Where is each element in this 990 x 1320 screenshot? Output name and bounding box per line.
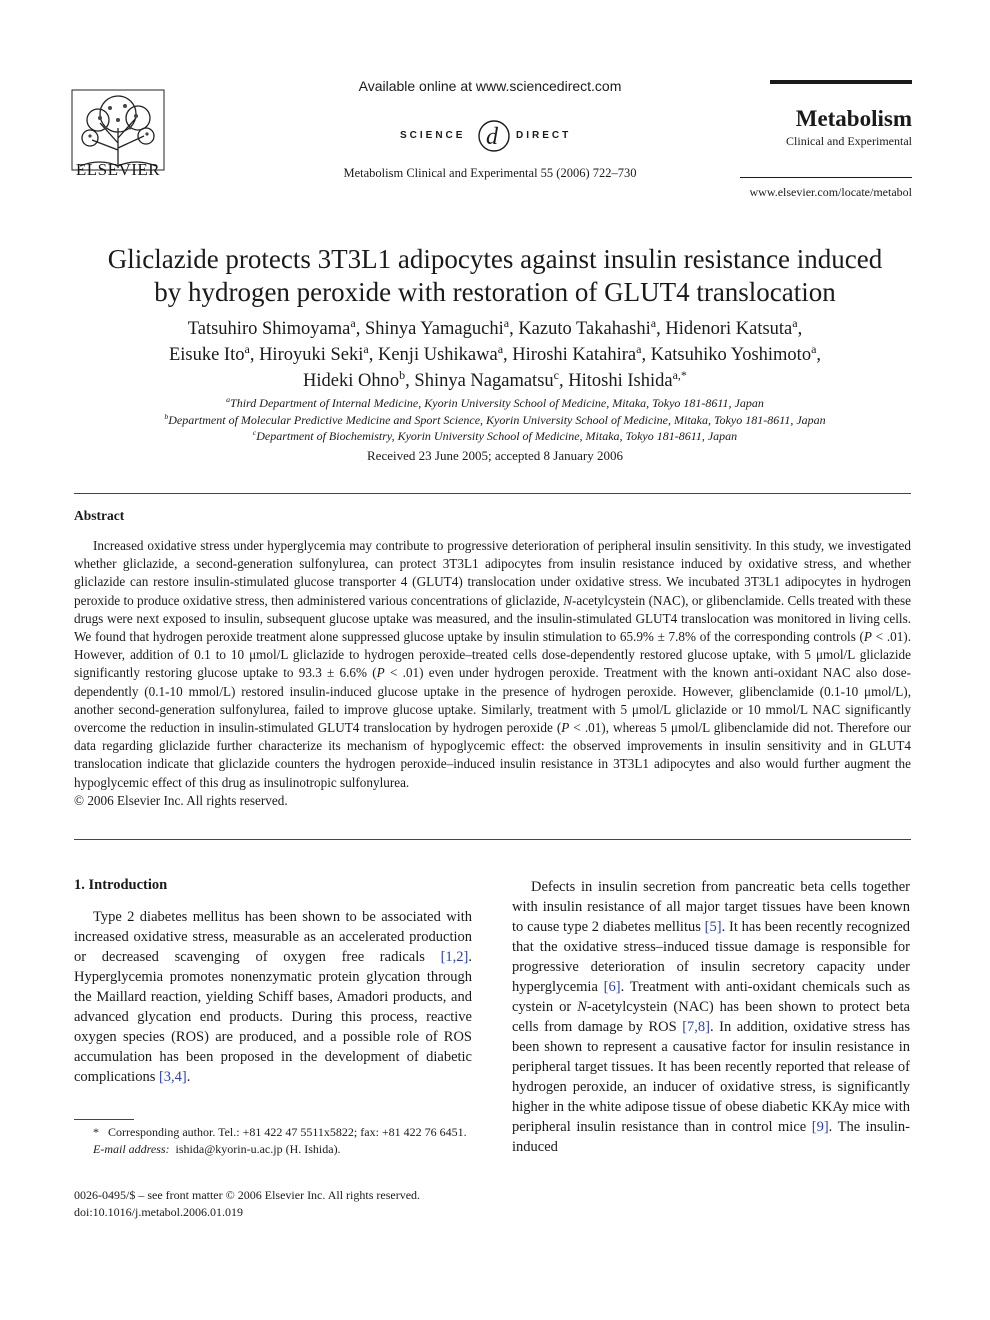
abstract-italic: P bbox=[863, 629, 872, 645]
svg-text:d: d bbox=[486, 124, 498, 150]
author-name[interactable]: Hiroyuki Seki bbox=[259, 345, 364, 365]
author-separator: , bbox=[503, 345, 513, 365]
body-text: Type 2 diabetes mellitus has been shown to be associated with increased oxidative stress, measurable as an accelerated production or decreased scavenging of oxygen free radicals bbox=[74, 909, 472, 965]
affiliation-text: Department of Molecular Predictive Medicine and Sport Science, Kyorin University School of Medicine, Mitaka, Tokyo 181-8611, Japan bbox=[168, 413, 826, 427]
affiliation-a bbox=[80, 396, 910, 411]
body-text: . Hyperglycemia promotes nonenzymatic protein glycation through the Maillard reaction, yielding Schiff bases, Amadori products, and advanced glycation end products. During this process, reactive oxygen species (ROS) are produced, and a possible role of ROS accumulation has been proposed in the development of diabetic complications bbox=[74, 949, 472, 1085]
article-title bbox=[60, 243, 930, 309]
author-affiliation-mark: a bbox=[363, 341, 369, 356]
author-name[interactable]: Eisuke Ito bbox=[168, 345, 245, 365]
intro-right-column bbox=[512, 877, 910, 1157]
journal-name: Metabolism bbox=[795, 106, 912, 131]
author-separator: , bbox=[249, 345, 260, 365]
citation-link[interactable]: [5] bbox=[704, 919, 722, 935]
journal-citation: Metabolism Clinical and Experimental 55 (2006) 722–730 bbox=[343, 166, 637, 180]
intro-left-column bbox=[74, 907, 472, 1087]
author-affiliation-mark: c bbox=[553, 367, 559, 382]
abstract-italic: N bbox=[563, 592, 573, 608]
author-line-1 bbox=[80, 316, 910, 342]
sciencedirect-logo bbox=[400, 116, 585, 156]
affiliation-c bbox=[80, 429, 910, 444]
email-address[interactable]: ishida@kyorin-u.ac.jp (H. Ishida). bbox=[175, 1142, 341, 1156]
author-name[interactable]: Kenji Ushikawa bbox=[377, 345, 498, 365]
doi-line[interactable]: doi:10.1016/j.metabol.2006.01.019 bbox=[74, 1205, 243, 1219]
author-affiliation-mark: a bbox=[650, 315, 657, 330]
footnote-rule bbox=[74, 1119, 134, 1120]
abstract-heading: Abstract bbox=[74, 508, 125, 523]
author-separator: , bbox=[559, 371, 569, 391]
body-italic: N bbox=[577, 999, 587, 1015]
author-name[interactable]: Katsuhiko Yoshimoto bbox=[650, 345, 812, 365]
body-text: -acetylcystein (NAC) has been shown to protect beta cells from damage by ROS bbox=[512, 999, 910, 1035]
author-separator: , bbox=[355, 319, 365, 339]
abstract-top-rule bbox=[74, 493, 911, 494]
author-name[interactable]: Shinya Yamaguchi bbox=[364, 319, 504, 339]
footnote-star: * bbox=[93, 1125, 99, 1139]
citation-link[interactable]: [3,4] bbox=[158, 1069, 187, 1085]
title-line-1: Gliclazide protects 3T3L1 adipocytes against insulin resistance induced bbox=[107, 244, 883, 274]
author-name[interactable]: Hiroshi Katahira bbox=[512, 345, 637, 365]
citation-link[interactable]: [6] bbox=[603, 979, 621, 995]
author-separator: , bbox=[368, 345, 378, 365]
received-dates: Received 23 June 2005; accepted 8 January 2006 bbox=[367, 448, 623, 463]
footnote-email-line bbox=[74, 1141, 472, 1158]
body-text: Defects in insulin secretion from pancreatic beta cells together with insulin resistance of all major target tissues have been known to cause type 2 diabetes mellitus bbox=[512, 879, 910, 935]
citation-link[interactable]: [1,2] bbox=[440, 949, 469, 965]
author-line-2 bbox=[80, 342, 910, 368]
journal-header-rule bbox=[740, 177, 912, 178]
affiliation-b bbox=[80, 413, 910, 428]
body-text: . It has been recently recognized that the oxidative stress–induced tissue damage is responsible for progressive deterioration of insulin secretory capacity under hyperglycemia bbox=[512, 919, 910, 995]
page-footer bbox=[74, 1187, 494, 1221]
author-separator: , bbox=[641, 345, 651, 365]
author-line-3 bbox=[80, 368, 910, 394]
author-affiliation-mark: a,* bbox=[672, 367, 687, 382]
footnote-text: Corresponding author. Tel.: +81 422 47 5511x5822; fax: +81 422 76 6451. bbox=[108, 1125, 467, 1139]
abstract-bottom-rule bbox=[74, 839, 911, 840]
author-affiliation-mark: b bbox=[399, 367, 406, 382]
affiliation-text: Department of Biochemistry, Kyorin University School of Medicine, Mitaka, Tokyo 181-8611, Japan bbox=[256, 429, 738, 443]
issn-line: 0026-0495/$ – see front matter © 2006 Elsevier Inc. All rights reserved. bbox=[74, 1188, 421, 1202]
author-affiliation-mark: a bbox=[636, 341, 642, 356]
abstract-text: < .01) even under hydrogen peroxide. Treatment with the known anti-oxidant NAC also dose-dependently (0.1-10 mmol/L) restored insulin-induced glucose uptake in the presence of hydrogen peroxide. However, glibenclamide (0.1-10 μmol/L), another second-generation sulfonylurea, failed to improve glucose uptake. Similarly, treatment with 5 μmol/L gliclazide or 10 mmol/L NAC significantly overcome the reduction in insulin-stimulated GLUT4 translocation by hydrogen peroxide ( bbox=[74, 665, 911, 736]
author-affiliation-mark: a bbox=[503, 315, 510, 330]
author-separator: , bbox=[509, 319, 519, 339]
journal-subtitle: Clinical and Experimental bbox=[786, 134, 912, 148]
abstract-copyright: © 2006 Elsevier Inc. All rights reserved. bbox=[74, 792, 288, 808]
sciencedirect-left-text: SCIENCE bbox=[400, 130, 466, 141]
author-list bbox=[80, 316, 910, 394]
author-separator: , bbox=[797, 319, 803, 339]
body-text: . The insulin-induced bbox=[512, 1119, 910, 1155]
abstract-italic: P bbox=[376, 665, 385, 681]
affiliation-mark: a bbox=[226, 395, 231, 404]
abstract-body bbox=[74, 537, 911, 810]
author-name[interactable]: Hitoshi Ishida bbox=[568, 371, 673, 391]
author-separator: , bbox=[816, 345, 822, 365]
author-name[interactable]: Hidenori Katsuta bbox=[665, 319, 793, 339]
author-affiliation-mark: a bbox=[792, 315, 798, 330]
affiliation-mark: c bbox=[252, 428, 257, 437]
title-line-2: by hydrogen peroxide with restoration of GLUT4 translocation bbox=[154, 277, 836, 307]
author-affiliation-mark: a bbox=[350, 315, 356, 330]
sciencedirect-right-text: DIRECT bbox=[516, 130, 572, 141]
abstract-text: < .01), whereas 5 μmol/L glibenclamide did not. Therefore our data regarding gliclazide further characterize its mechanism of hypoglycemic effect: the observed improvements in insulin sensitivity and in GLUT4 translocation indicate that gliclazide counters the hydrogen peroxide–induced insulin resistance in 3T3L1 adipocytes and also would further augment the hypoglycemic effect of this drug as insulinotropic sulfonylurea. bbox=[74, 720, 911, 790]
author-separator: , bbox=[405, 371, 415, 391]
citation-link[interactable]: [9] bbox=[811, 1119, 829, 1135]
author-affiliation-mark: a bbox=[811, 341, 817, 356]
author-separator: , bbox=[656, 319, 666, 339]
author-name[interactable]: Tatsuhiro Shimoyama bbox=[187, 319, 351, 339]
author-affiliation-mark: a bbox=[244, 341, 250, 356]
footnote-line bbox=[74, 1124, 472, 1141]
abstract-text: -acetylcystein (NAC), or glibenclamide. Cells treated with these drugs were next exposed to insulin, subsequent glucose uptake was measured, and the insulin-stimulated GLUT4 translocation was monitored in living cells. We found that hydrogen peroxide treatment alone suppressed glucose uptake by insulin stimulation to 65.9% ± 7.8% of the corresponding controls ( bbox=[74, 592, 911, 645]
journal-top-rule bbox=[770, 80, 912, 84]
affiliation-text: Third Department of Internal Medicine, Kyorin University School of Medicine, Mitaka, Tokyo 181-8611, Japan bbox=[230, 396, 764, 410]
author-name[interactable]: Shinya Nagamatsu bbox=[414, 371, 554, 391]
corresponding-author-footnote bbox=[74, 1124, 472, 1158]
intro-heading: 1. Introduction bbox=[74, 877, 168, 893]
body-text: . In addition, oxidative stress has been shown to represent a causative factor for insulin resistance in peripheral target tissues. It has been recently reported that release of hydrogen peroxide, an inducer of oxidative stress, is significantly higher in the white adipose tissue of obese diabetic KKAy mice with peripheral insulin resistance than in control mice bbox=[512, 1019, 910, 1135]
citation-link[interactable]: [7,8] bbox=[682, 1019, 710, 1035]
body-text: . Treatment with anti-oxidant chemicals such as cystein or bbox=[512, 979, 910, 1015]
author-affiliation-mark: a bbox=[497, 341, 504, 356]
author-name[interactable]: Kazuto Takahashi bbox=[518, 319, 651, 339]
author-name[interactable]: Hideki Ohno bbox=[303, 371, 400, 391]
abstract-italic: P bbox=[561, 720, 570, 736]
abstract-text: Increased oxidative stress under hyperglycemia may contribute to progressive deterioration of peripheral insulin sensitivity. In this study, we investigated whether gliclazide, a second-generation sulfonylurea, can protect 3T3L1 adipocytes from insulin resistance induced by oxidative stress, and whether gliclazide can restore insulin-stimulated glucose transporter 4 (GLUT4) translocation under oxidative stress. We incubated 3T3L1 adipocytes in hydrogen peroxide to produce oxidative stress, then administered various concentrations of gliclazide, bbox=[74, 538, 911, 608]
abstract-text: < .01). However, addition of 0.1 to 10 μmol/L gliclazide to hydrogen peroxide–treated cells dose-dependently restored glucose uptake, with 5 μmol/L gliclazide significantly restoring glucose uptake to 93.3 ± 6.6% ( bbox=[74, 629, 911, 681]
available-online-text[interactable]: Available online at www.sciencedirect.com bbox=[358, 78, 622, 94]
publisher-name: ELSEVIER bbox=[75, 160, 161, 179]
journal-url[interactable]: www.elsevier.com/locate/metabol bbox=[749, 185, 912, 199]
affiliation-mark: b bbox=[164, 412, 169, 421]
body-text: . bbox=[186, 1069, 191, 1085]
email-label: E-mail address: bbox=[93, 1142, 170, 1156]
